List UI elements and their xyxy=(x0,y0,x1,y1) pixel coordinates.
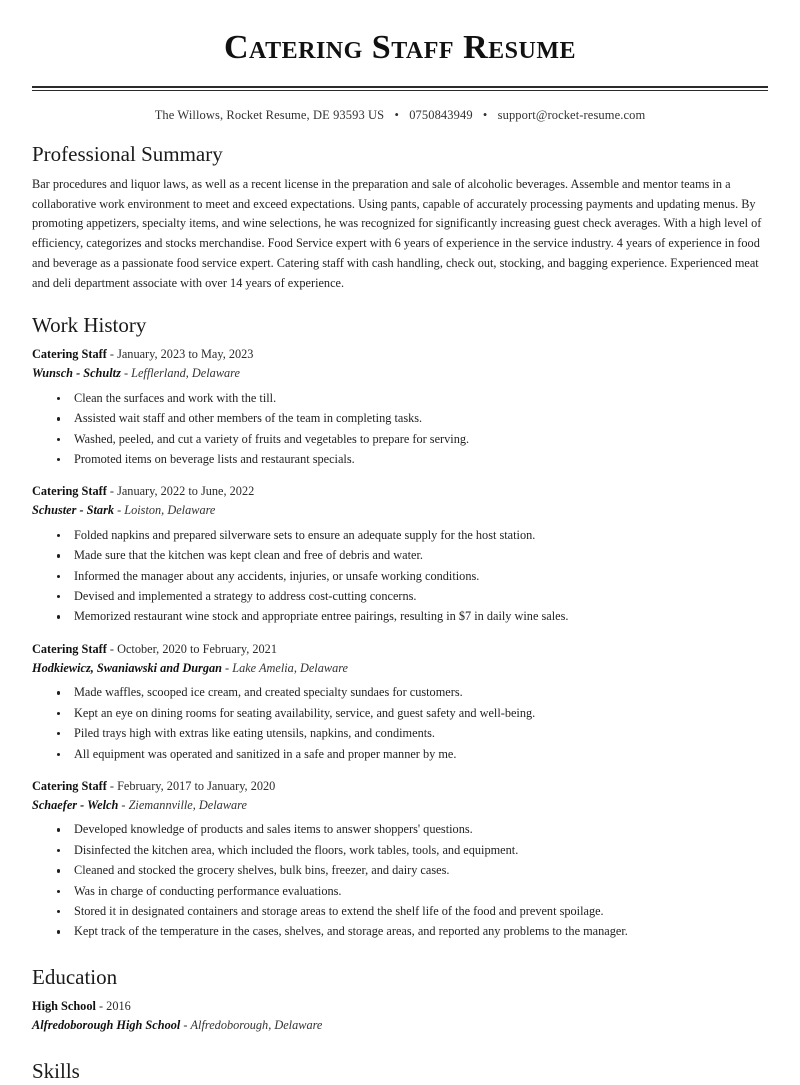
job-company-dash: - xyxy=(121,797,126,812)
contact-email[interactable]: support@rocket-resume.com xyxy=(497,108,646,123)
list-item: Memorized restaurant wine stock and appropriate entree pairings, resulting in $7 in daily wine sales. xyxy=(57,607,768,626)
section-education xyxy=(32,964,768,1035)
list-item: Piled trays high with extras like eating utensils, napkins, and condiments. xyxy=(57,724,768,743)
section-heading-summary: Professional Summary xyxy=(32,142,223,167)
job-company-line xyxy=(32,364,768,383)
job-dates: October, 2020 to February, 2021 xyxy=(117,641,277,656)
list-item: All equipment was operated and sanitized in a safe and proper manner by me. xyxy=(57,745,768,764)
job-location: Lake Amelia, Delaware xyxy=(232,660,349,675)
job-title: Catering Staff xyxy=(32,347,107,362)
section-skills xyxy=(32,1058,768,1084)
list-item: Made sure that the kitchen was kept clean and free of debris and water. xyxy=(57,546,768,565)
summary-text: Bar procedures and liquor laws, as well as a recent license in the preparation and sale of alcoholic beverages. Assemble and mentor teams in a collaborative work environment to meet and exceed expectations. Using pants, capable of accurately processing payments and updating menus. By promoting appetizers, specialty items, and wine selections, he was recognized for significantly increasing guest check averages. With a high level of efficiency, categorizes and stocks merchandise. Food Service expert with 6 years of experience in the service industry. 4 years of experience in food and beverage as a passionate food service expert. Catering staff with cash handling, check out, stocking, and bagging experience. Experienced meat and deli department associate with over 14 years of experience. xyxy=(32,176,762,291)
list-item: Was in charge of conducting performance evaluations. xyxy=(57,882,768,901)
job-company-line xyxy=(32,659,768,678)
list-item: Made waffles, scooped ice cream, and created specialty sundaes for customers. xyxy=(57,683,768,702)
job-dates: February, 2017 to January, 2020 xyxy=(117,778,276,793)
education-degree-dash: - xyxy=(98,999,104,1014)
job-title-dash: - xyxy=(109,641,114,656)
job-bullet-list xyxy=(32,683,768,764)
job-company-dash: - xyxy=(117,503,122,518)
job-location: Ziemannville, Delaware xyxy=(128,797,247,812)
education-location: Alfredoborough, Delaware xyxy=(190,1017,323,1032)
job-company: Schuster - Stark xyxy=(32,503,115,518)
job-bullet-list xyxy=(32,820,768,942)
education-entry xyxy=(32,997,768,1034)
job-title: Catering Staff xyxy=(32,641,107,656)
job-company-dash: - xyxy=(225,660,230,675)
list-item: Assisted wait staff and other members of the team in completing tasks. xyxy=(57,409,768,428)
education-degree-line xyxy=(32,997,768,1016)
job-company: Hodkiewicz, Swaniawski and Durgan xyxy=(32,660,222,675)
list-item: Stored it in designated containers and storage areas to extend the shelf life of the food and prevent spoilage. xyxy=(57,902,768,921)
job-title-line xyxy=(32,345,768,364)
contact-phone[interactable]: 0750843949 xyxy=(409,108,473,123)
section-heading-skills: Skills xyxy=(32,1059,80,1084)
title-divider xyxy=(32,86,768,91)
contact-separator-2: • xyxy=(482,108,488,123)
work-history-entry xyxy=(32,482,768,626)
job-dates: January, 2023 to May, 2023 xyxy=(117,347,254,362)
list-item: Kept track of the temperature in the cases, shelves, and storage areas, and reported any problems to the manager. xyxy=(57,922,768,941)
contact-address: The Willows, Rocket Resume, DE 93593 US xyxy=(154,108,385,123)
job-title-line xyxy=(32,482,768,501)
education-school-dash: - xyxy=(183,1017,188,1032)
section-work-history xyxy=(32,312,768,942)
work-history-entry xyxy=(32,345,768,469)
list-item: Disinfected the kitchen area, which included the floors, work tables, tools, and equipment. xyxy=(57,841,768,860)
job-bullet-list xyxy=(32,526,768,627)
job-title-dash: - xyxy=(109,778,114,793)
job-dates: January, 2022 to June, 2022 xyxy=(117,484,255,499)
education-year: 2016 xyxy=(106,999,131,1014)
contact-line xyxy=(32,108,768,123)
list-item: Clean the surfaces and work with the till. xyxy=(57,389,768,408)
list-item: Informed the manager about any accidents, injuries, or unsafe working conditions. xyxy=(57,567,768,586)
contact-separator-1: • xyxy=(394,108,399,123)
list-item: Developed knowledge of products and sales items to answer shoppers' questions. xyxy=(57,820,768,839)
job-company-line xyxy=(32,796,768,815)
job-bullet-list xyxy=(32,389,768,470)
education-degree: High School xyxy=(32,999,96,1014)
job-company-line xyxy=(32,501,768,520)
section-heading-education: Education xyxy=(32,964,118,989)
job-title-dash: - xyxy=(109,484,114,499)
job-title-line xyxy=(32,777,768,796)
section-heading-work-history: Work History xyxy=(32,313,147,338)
page-title: Catering Staff Resume xyxy=(224,29,576,66)
job-title: Catering Staff xyxy=(32,484,107,499)
job-title-dash: - xyxy=(109,347,114,362)
list-item: Folded napkins and prepared silverware sets to ensure an adequate supply for the host station. xyxy=(57,526,768,545)
list-item: Cleaned and stocked the grocery shelves, bulk bins, freezer, and dairy cases. xyxy=(57,861,768,880)
job-title: Catering Staff xyxy=(32,778,107,793)
job-location: Lefflerland, Delaware xyxy=(131,366,240,381)
education-school: Alfredoborough High School xyxy=(32,1017,181,1032)
section-professional-summary xyxy=(32,141,768,294)
job-company-dash: - xyxy=(123,366,129,381)
work-history-entry xyxy=(32,777,768,942)
job-location: Loiston, Delaware xyxy=(124,503,216,518)
job-company: Wunsch - Schultz xyxy=(32,366,121,381)
education-school-line xyxy=(32,1016,768,1035)
list-item: Promoted items on beverage lists and restaurant specials. xyxy=(57,450,768,469)
work-history-entry xyxy=(32,640,768,764)
list-item: Washed, peeled, and cut a variety of fruits and vegetables to prepare for serving. xyxy=(57,430,768,449)
list-item: Kept an eye on dining rooms for seating availability, service, and guest safety and well-being. xyxy=(57,704,768,723)
job-company: Schaefer - Welch xyxy=(32,797,119,812)
list-item: Devised and implemented a strategy to address cost-cutting concerns. xyxy=(57,587,768,606)
job-title-line xyxy=(32,640,768,659)
